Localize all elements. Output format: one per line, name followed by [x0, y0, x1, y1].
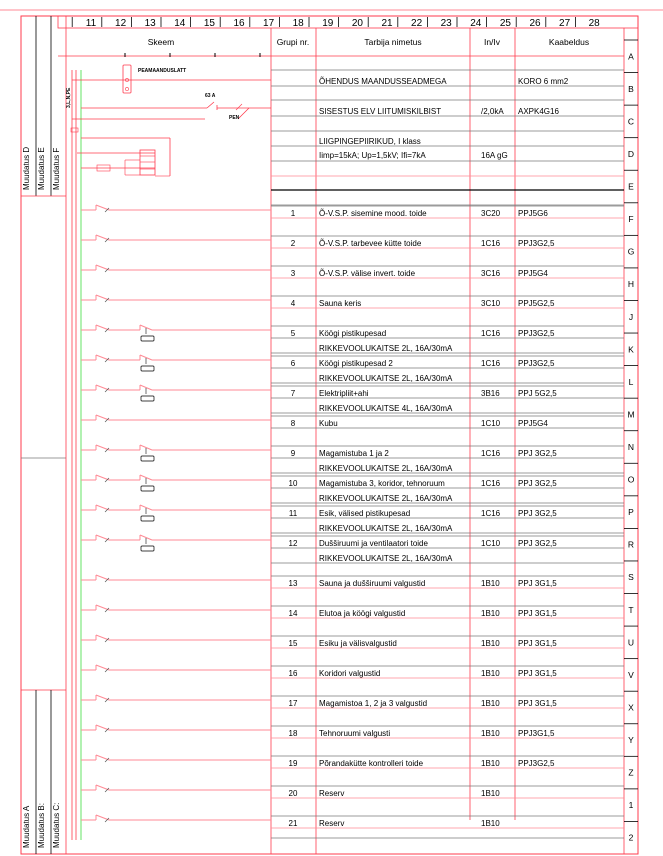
group-consumer-name: Esik, välised pistikupesad — [319, 509, 411, 518]
group-rcd-note: RIKKEVOOLUKAITSE 2L, 16A/30mA — [319, 464, 453, 473]
circuit-branch — [81, 385, 271, 401]
circuit-branch — [81, 475, 271, 491]
row-letter: C — [627, 116, 635, 127]
circuit-branch — [81, 265, 271, 272]
group-cable: PPJ 5G2,5 — [518, 389, 557, 398]
row-letter: 2 — [628, 832, 634, 843]
main-breaker — [72, 102, 271, 119]
group-consumer-name: Köögi pistikupesad — [319, 329, 387, 338]
rcd-test-button-icon — [141, 486, 154, 491]
group-number: 20 — [288, 789, 298, 798]
header-consumer-name: Tarbija nimetus — [364, 37, 422, 47]
group-number: 15 — [288, 639, 298, 648]
group-cable: PPJ 3G2,5 — [518, 449, 557, 458]
rcd-test-button-icon — [141, 336, 154, 341]
header-row-name: LIIGPINGEPIIRIKUD, I klass — [319, 137, 421, 146]
column-number: 23 — [440, 18, 452, 29]
group-cable: PPJ 3G1,5 — [518, 579, 557, 588]
group-consumer-name: Esiku ja välisvalgustid — [319, 639, 397, 648]
group-cable: PPJ5G6 — [518, 209, 548, 218]
revision-label: Muudatus C: — [52, 802, 61, 848]
group-rating: 1B10 — [481, 789, 500, 798]
group-number: 17 — [288, 699, 298, 708]
circuit-branch — [81, 815, 271, 822]
circuit-branch — [81, 205, 271, 212]
group-rating: 1C16 — [481, 329, 501, 338]
group-cable: PPJ 3G2,5 — [518, 509, 557, 518]
group-number: 9 — [290, 449, 296, 458]
circuit-branch — [81, 605, 271, 612]
group-rcd-note: RIKKEVOOLUKAITSE 2L, 16A/30mA — [319, 374, 453, 383]
row-letter: 1 — [628, 800, 634, 811]
row-letter: G — [627, 246, 635, 257]
row-letter: A — [628, 51, 634, 62]
row-letter: P — [628, 507, 634, 518]
column-number: 21 — [381, 18, 393, 29]
group-rcd-note: RIKKEVOOLUKAITSE 4L, 16A/30mA — [319, 404, 453, 413]
column-number: 28 — [588, 18, 600, 29]
row-letter: T — [628, 604, 634, 615]
group-rating: 1B10 — [481, 669, 500, 678]
group-rating: 3B16 — [481, 389, 500, 398]
column-number: 14 — [174, 18, 186, 29]
group-number: 8 — [290, 419, 296, 428]
revision-label: Muudatus E — [37, 147, 46, 190]
rcd-test-button-icon — [141, 516, 154, 521]
group-consumer-name: Köögi pistikupesad 2 — [319, 359, 393, 368]
header-skeem: Skeem — [147, 37, 175, 47]
group-consumer-name: Reserv — [319, 819, 345, 828]
column-number: 15 — [203, 18, 215, 29]
group-cable: PPJ5G4 — [518, 269, 548, 278]
rcd-test-button-icon — [141, 546, 154, 551]
group-number: 12 — [288, 539, 298, 548]
group-rcd-note: RIKKEVOOLUKAITSE 2L, 16A/30mA — [319, 494, 453, 503]
revision-label: Muudatus D — [22, 146, 31, 190]
header-row-name: SISESTUS ELV LIITUMISKILBIST — [319, 107, 442, 116]
group-rating: 1B10 — [481, 729, 500, 738]
header-group-nr: Grupi nr. — [276, 37, 310, 47]
circuit-branch — [81, 445, 271, 461]
row-letter: V — [628, 669, 634, 680]
surge-protection-block — [71, 128, 170, 176]
row-letter: L — [628, 376, 634, 387]
header-in-iv: In/Iv — [483, 37, 501, 47]
group-rcd-note: RIKKEVOOLUKAITSE 2L, 16A/30mA — [319, 554, 453, 563]
circuit-branch — [81, 725, 271, 732]
group-number: 13 — [288, 579, 298, 588]
row-letter: U — [627, 637, 635, 648]
row-letter: M — [627, 409, 635, 420]
column-number: 27 — [559, 18, 571, 29]
group-number: 10 — [288, 479, 298, 488]
group-consumer-name: Dušširuumi ja ventilaatori toide — [319, 539, 428, 548]
revision-area — [21, 16, 66, 854]
group-cable: PPJ 3G1,5 — [518, 699, 557, 708]
circuit-branch — [81, 235, 271, 242]
group-rating: 1C16 — [481, 449, 501, 458]
group-rating: 1B10 — [481, 699, 500, 708]
group-number: 18 — [288, 729, 298, 738]
group-cable: PPJ 3G1,5 — [518, 609, 557, 618]
pen-label: PEN — [229, 115, 240, 121]
header-row-rating: /2,0kA — [481, 107, 504, 116]
group-number: 5 — [290, 329, 296, 338]
circuit-branch — [81, 665, 271, 672]
group-number: 3 — [290, 269, 296, 278]
column-number: 25 — [499, 18, 511, 29]
main-busbars — [72, 70, 81, 840]
column-number: 22 — [411, 18, 423, 29]
revision-label: Muudatus A — [22, 805, 31, 848]
row-letter: R — [627, 539, 635, 550]
group-rating: 3C16 — [481, 269, 501, 278]
group-consumer-name: Kubu — [319, 419, 338, 428]
group-rating: 1C16 — [481, 479, 501, 488]
group-rcd-note: RIKKEVOOLUKAITSE 2L, 16A/30mA — [319, 344, 453, 353]
circuit-branch — [81, 695, 271, 702]
group-number: 16 — [288, 669, 298, 678]
group-rating: 1B10 — [481, 609, 500, 618]
row-letter: H — [627, 279, 635, 290]
group-rating: 1C16 — [481, 509, 501, 518]
group-rating: 1B10 — [481, 579, 500, 588]
group-number: 4 — [290, 299, 296, 308]
group-rating: 1C10 — [481, 539, 501, 548]
circuit-branch — [81, 505, 271, 521]
column-number: 18 — [292, 18, 304, 29]
group-consumer-name: Elektripliit+ahi — [319, 389, 369, 398]
row-letter: J — [628, 311, 634, 322]
group-number: 2 — [290, 239, 296, 248]
group-consumer-name: Elutoa ja köögi valgustid — [319, 609, 406, 618]
row-letter: N — [627, 442, 635, 452]
group-cable: PPJ3G2,5 — [518, 329, 555, 338]
column-number: 20 — [351, 18, 363, 29]
group-cable: PPJ 3G2,5 — [518, 479, 557, 488]
group-rating: 1C16 — [481, 239, 501, 248]
group-consumer-name: Magamistuba 1 ja 2 — [319, 449, 389, 458]
row-letter: O — [627, 474, 635, 485]
circuit-branch — [81, 575, 271, 582]
bus-label: 3,L,N,PE — [66, 87, 72, 108]
group-rating: 1C16 — [481, 359, 501, 368]
group-cable: PPJ3G2,5 — [518, 759, 555, 768]
group-number: 21 — [288, 819, 298, 828]
group-rating: 3C20 — [481, 209, 501, 218]
rcd-test-button-icon — [141, 366, 154, 371]
group-cable: PPJ5G4 — [518, 419, 548, 428]
group-cable: PPJ3G2,5 — [518, 239, 555, 248]
group-consumer-name: Tehnoruumi valgusti — [319, 729, 391, 738]
group-consumer-name: Õ-V.S.P. sisemine mood. toide — [319, 209, 427, 218]
group-consumer-name: Reserv — [319, 789, 345, 798]
skeem-ticks — [125, 53, 260, 57]
row-letter: X — [628, 702, 634, 713]
column-number: 12 — [115, 18, 127, 29]
circuit-branch — [81, 295, 271, 302]
group-rating: 3C10 — [481, 299, 501, 308]
group-cable: PPJ3G2,5 — [518, 359, 555, 368]
header-row-name: Iimp=15kA; Up=1,5kV; Ifi=7kA — [319, 151, 426, 160]
column-number: 26 — [529, 18, 541, 29]
earth-bar-label: PEAMAANDUSLATT — [138, 68, 187, 74]
header-row-cable: KORO 6 mm2 — [518, 77, 569, 86]
column-number: 13 — [144, 18, 156, 29]
rcd-test-button-icon — [141, 456, 154, 461]
revision-label: Muudatus F — [52, 147, 61, 190]
group-cable: PPJ5G2,5 — [518, 299, 555, 308]
revision-label: Muudatus B: — [37, 803, 46, 848]
column-number: 19 — [322, 18, 334, 29]
group-consumer-name: Magamistoa 1, 2 ja 3 valgustid — [319, 699, 428, 708]
circuit-branch — [81, 355, 271, 371]
group-consumer-name: Koridori valgustid — [319, 669, 381, 678]
rcd-test-button-icon — [141, 396, 154, 401]
group-number: 14 — [288, 609, 298, 618]
group-cable: PPJ3G1,5 — [518, 729, 555, 738]
row-letter: E — [628, 181, 634, 192]
circuit-branch — [81, 415, 271, 422]
row-letter: F — [628, 214, 634, 225]
row-letter: Z — [628, 767, 634, 778]
circuit-branch — [81, 325, 271, 341]
group-cable: PPJ 3G1,5 — [518, 639, 557, 648]
column-number: 11 — [85, 18, 97, 29]
group-number: 7 — [290, 389, 296, 398]
group-number: 6 — [290, 359, 296, 368]
row-letter: D — [627, 148, 635, 159]
header-row-name: ÕHENDUS MAANDUSSEADMEGA — [319, 77, 447, 86]
header-row-cable: AXPK4G16 — [518, 107, 559, 116]
row-letter: B — [628, 83, 634, 94]
column-number: 24 — [470, 18, 482, 29]
group-consumer-name: Õ-V.S.P. välise invert. toide — [319, 269, 416, 278]
group-consumer-name: Sauna keris — [319, 299, 362, 308]
column-number: 17 — [263, 18, 275, 29]
group-rcd-note: RIKKEVOOLUKAITSE 2L, 16A/30mA — [319, 524, 453, 533]
circuit-branch — [81, 635, 271, 642]
group-consumer-name: Magamistuba 3, koridor, tehnoruum — [319, 479, 445, 488]
row-letter: S — [628, 572, 634, 583]
circuit-branch — [81, 755, 271, 762]
group-number: 11 — [288, 509, 298, 518]
group-number: 1 — [290, 209, 296, 218]
group-consumer-name: Sauna ja dušširuumi valgustid — [319, 579, 426, 588]
group-rating: 1B10 — [481, 639, 500, 648]
group-consumer-name: Õ-V.S.P. tarbevee kütte toide — [319, 239, 422, 248]
header-cabling: Kaabeldus — [548, 37, 590, 47]
group-cable: PPJ 3G1,5 — [518, 669, 557, 678]
group-consumer-name: Põrandakütte kontrolleri toide — [319, 759, 424, 768]
row-letter: Y — [628, 735, 634, 746]
header-row-rating: 16A gG — [481, 151, 508, 160]
column-number: 16 — [233, 18, 245, 29]
row-letter: K — [628, 344, 634, 355]
group-rating: 1B10 — [481, 759, 500, 768]
group-number: 19 — [288, 759, 298, 768]
circuit-branch — [81, 535, 271, 551]
group-cable: PPJ 3G2,5 — [518, 539, 557, 548]
main-breaker-rating: 63 A — [205, 93, 216, 99]
group-rating: 1B10 — [481, 819, 500, 828]
circuit-branch — [81, 785, 271, 792]
group-rating: 1C10 — [481, 419, 501, 428]
